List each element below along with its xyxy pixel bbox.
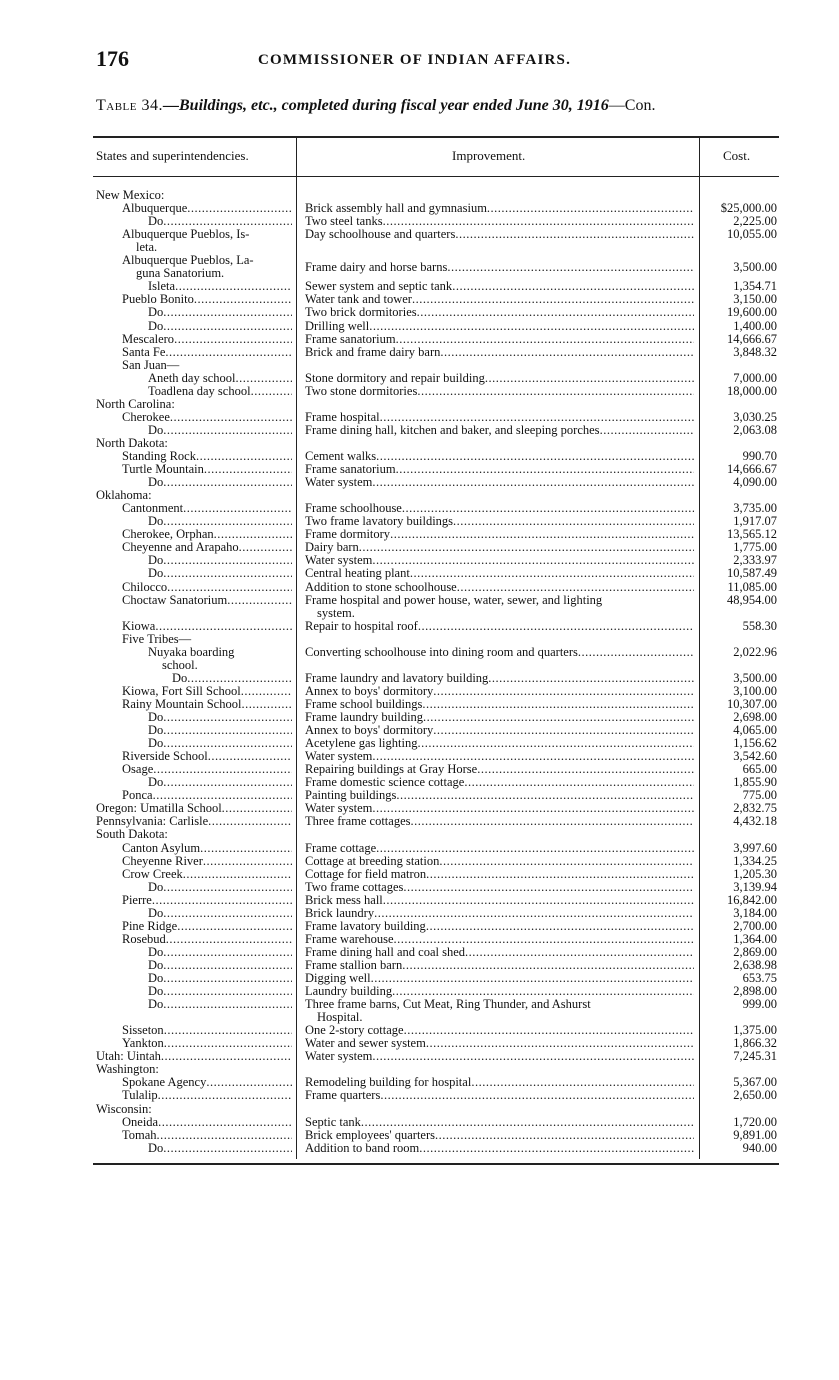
table-row (0, 985, 839, 998)
table-row (0, 868, 839, 881)
cost-cell: 1,354.71 (733, 279, 777, 294)
table-row (0, 320, 839, 333)
table-row (0, 737, 839, 750)
improvement-cell: Water system ..... (305, 476, 694, 489)
improvement-cell: Annex to boys' dormitory ..... (305, 685, 694, 698)
cost-cell: 4,432.18 (733, 814, 777, 829)
table-title (96, 97, 655, 115)
improvement-cell: Brick employees' quarters ..... (305, 1129, 694, 1142)
improvement-cell: Sewer system and septic tank ..... (305, 280, 694, 293)
table-row (0, 685, 839, 698)
state-cell: Kiowa, Fort Sill School ..... (122, 685, 292, 698)
cost-cell: 4,090.00 (733, 475, 777, 490)
state-cell: North Carolina: (96, 397, 175, 411)
improvement-cell: Painting buildings ..... (305, 789, 694, 802)
table-row (0, 254, 839, 281)
state-cell: Do ..... (148, 998, 292, 1011)
cost-cell: 4,065.00 (733, 723, 777, 738)
cost-cell: 7,000.00 (733, 370, 777, 385)
state-cell-continued: leta. (136, 240, 158, 255)
table-row (0, 528, 839, 541)
cost-cell: 1,855.90 (733, 775, 777, 790)
state-cell: Nuyaka boarding (148, 645, 235, 659)
state-cell: Do ..... (148, 476, 292, 489)
state-cell: Tulalip ..... (122, 1089, 292, 1102)
table-row (0, 933, 839, 946)
improvement-cell: Frame dining hall and coal shed ..... (305, 946, 694, 959)
table-row (0, 842, 839, 855)
cost-cell: 48,954.00 (727, 592, 777, 607)
state-cell: Cherokee ..... (122, 411, 292, 424)
cost-cell: 3,500.00 (733, 259, 777, 274)
improvement-cell: Frame cottage ..... (305, 842, 694, 855)
improvement-cell: Dairy barn ..... (305, 541, 694, 554)
table-row (0, 946, 839, 959)
cost-cell: 11,085.00 (727, 579, 777, 594)
table-row (0, 280, 839, 293)
table-row (0, 894, 839, 907)
cost-cell: 2,022.96 (733, 644, 777, 659)
cost-cell: 3,997.60 (733, 840, 777, 855)
cost-cell: $25,000.00 (720, 201, 777, 216)
table-row (0, 437, 839, 450)
state-cell: Do ..... (148, 515, 292, 528)
state-cell: Cherokee, Orphan ..... (122, 528, 292, 541)
state-cell: Toadlena day school ..... (148, 385, 292, 398)
cost-cell: 940.00 (742, 1140, 777, 1155)
state-cell: Rosebud ..... (122, 933, 292, 946)
cost-cell: 2,698.00 (733, 710, 777, 724)
improvement-cell: Digging well ..... (305, 972, 694, 985)
cost-cell: 558.30 (742, 618, 777, 633)
state-cell: Kiowa ..... (122, 620, 292, 633)
state-cell: Oregon: Umatilla School ..... (96, 802, 292, 815)
cost-cell: 9,891.00 (733, 1127, 777, 1142)
state-cell: Santa Fe ..... (122, 346, 292, 359)
table-row (0, 215, 839, 228)
table-row (0, 644, 839, 672)
table-row (0, 620, 839, 633)
cost-cell: 1,775.00 (733, 540, 777, 555)
cost-cell: 16,842.00 (727, 892, 777, 907)
improvement-cell: Brick assembly hall and gymnasium ..... (305, 202, 694, 215)
table-row (0, 724, 839, 737)
state-cell: Yankton ..... (122, 1037, 292, 1050)
table-row (0, 385, 839, 398)
state-cell-continued: school. (162, 657, 198, 672)
improvement-cell: Water tank and tower ..... (305, 293, 694, 306)
table-row (0, 1037, 839, 1050)
improvement-cell: Water and sewer system ..... (305, 1037, 694, 1050)
table-bottom-rule (93, 1163, 779, 1165)
table-row (0, 1063, 839, 1076)
column-header-improvement: Improvement. (452, 148, 526, 163)
table-row (0, 554, 839, 567)
table-row (0, 202, 839, 215)
cost-cell: 1,334.25 (733, 853, 777, 868)
table-row (0, 346, 839, 359)
table-row (0, 750, 839, 763)
state-cell: Do ..... (148, 907, 292, 920)
state-cell: Pueblo Bonito ..... (122, 293, 292, 306)
cost-cell: 665.00 (742, 762, 777, 777)
cost-cell: 1,400.00 (733, 318, 777, 333)
state-cell: Do ..... (148, 306, 292, 319)
cost-cell: 14,666.67 (727, 462, 777, 477)
improvement-cell: Two brick dormitories ..... (305, 306, 694, 319)
state-cell: Turtle Mountain ..... (122, 463, 292, 476)
table-row (0, 802, 839, 815)
state-cell: Albuquerque Pueblos, La- (122, 254, 254, 268)
improvement-cell: Frame laundry building ..... (305, 711, 694, 724)
improvement-cell: Septic tank ..... (305, 1116, 694, 1129)
cost-cell: 653.75 (742, 971, 777, 985)
cost-cell: 5,367.00 (733, 1075, 777, 1090)
improvement-cell: Water system ..... (305, 554, 694, 567)
improvement-cell: Frame dining hall, kitchen and baker, and sleeping porches ..... (305, 424, 694, 437)
state-cell: Cheyenne and Arapaho ..... (122, 541, 292, 554)
table-row (0, 293, 839, 306)
improvement-cell: Acetylene gas lighting ..... (305, 737, 694, 750)
state-cell: Ponca ..... (122, 789, 292, 802)
cost-cell: 2,225.00 (733, 214, 777, 229)
table-row (0, 567, 839, 580)
column-header-cost: Cost. (723, 148, 751, 163)
cost-cell: 775.00 (742, 788, 777, 803)
improvement-cell: Cottage at breeding station ..... (305, 855, 694, 868)
table-row (0, 763, 839, 776)
table-row (0, 828, 839, 841)
table-row (0, 333, 839, 346)
table-row (0, 411, 839, 424)
table-row (0, 359, 839, 372)
state-cell: Aneth day school ..... (148, 372, 292, 385)
state-cell: Washington: (96, 1063, 159, 1077)
improvement-cell: Two steel tanks ..... (305, 215, 694, 228)
table-row (0, 463, 839, 476)
improvement-cell: Frame hospital ..... (305, 411, 694, 424)
cost-cell: 7,245.31 (733, 1049, 777, 1064)
cost-cell: 2,638.98 (733, 957, 777, 972)
improvement-cell: Laundry building ..... (305, 985, 694, 998)
improvement-cell: Brick laundry ..... (305, 907, 694, 920)
table-row (0, 881, 839, 894)
cost-cell: 13,565.12 (727, 527, 777, 542)
table-row (0, 633, 839, 646)
running-head: COMMISSIONER OF INDIAN AFFAIRS. (258, 52, 572, 68)
improvement-cell-continued: Hospital. (317, 1010, 363, 1025)
table-title-suffix: —Con. (608, 97, 656, 114)
state-cell: San Juan— (122, 358, 180, 372)
improvement-cell-continued: system. (317, 605, 355, 620)
table-row (0, 959, 839, 972)
table-row (0, 515, 839, 528)
improvement-cell: Frame warehouse ..... (305, 933, 694, 946)
table-row (0, 189, 839, 202)
table-row (0, 672, 839, 685)
improvement-cell: Brick and frame dairy barn ..... (305, 346, 694, 359)
cost-cell: 3,100.00 (733, 683, 777, 698)
cost-cell: 10,587.49 (727, 566, 777, 581)
state-cell: Do ..... (148, 320, 292, 333)
improvement-cell: Frame laundry and lavatory building ..... (305, 672, 694, 685)
improvement-cell: Frame dormitory ..... (305, 528, 694, 541)
state-cell: Pennsylvania: Carlisle ..... (96, 815, 292, 828)
table-row (0, 920, 839, 933)
table-row (0, 1129, 839, 1142)
cost-cell: 18,000.00 (727, 383, 777, 398)
cost-cell: 1,866.32 (733, 1036, 777, 1051)
state-cell: Do ..... (148, 881, 292, 894)
state-cell: Do ..... (148, 554, 292, 567)
table-row (0, 776, 839, 789)
table-label: Table 34. (96, 97, 163, 114)
state-cell: Wisconsin: (96, 1102, 152, 1116)
cost-cell: 1,156.62 (733, 736, 777, 751)
improvement-cell: Two frame cottages ..... (305, 881, 694, 894)
cost-cell: 1,375.00 (733, 1023, 777, 1038)
table-row (0, 997, 839, 1025)
cost-cell: 14,666.67 (727, 331, 777, 346)
improvement-cell: Drilling well ..... (305, 320, 694, 333)
improvement-cell: Annex to boys' dormitory ..... (305, 724, 694, 737)
improvement-cell: Cottage for field matron ..... (305, 868, 694, 881)
improvement-cell: Stone dormitory and repair building ..... (305, 372, 694, 385)
state-cell: Do ..... (172, 672, 292, 685)
table-row (0, 972, 839, 985)
improvement-cell: Frame domestic science cottage ..... (305, 776, 694, 789)
table-row (0, 306, 839, 319)
improvement-cell: Frame sanatorium ..... (305, 333, 694, 346)
improvement-cell: Water system ..... (305, 750, 694, 763)
cost-cell: 1,364.00 (733, 931, 777, 946)
improvement-cell: Repair to hospital roof ..... (305, 620, 694, 633)
improvement-cell: Frame school buildings ..... (305, 698, 694, 711)
improvement-cell: Frame quarters ..... (305, 1089, 694, 1102)
table-row (0, 698, 839, 711)
cost-cell: 1,205.30 (733, 866, 777, 881)
state-cell: Do ..... (148, 972, 292, 985)
state-cell: Rainy Mountain School ..... (122, 698, 292, 711)
improvement-cell: Water system ..... (305, 802, 694, 815)
improvement-cell: Frame hospital and power house, water, sewer, and lighting (305, 593, 603, 607)
state-cell-continued: guna Sanatorium. (136, 266, 225, 281)
state-cell: Standing Rock ..... (122, 450, 292, 463)
cost-cell: 3,139.94 (733, 879, 777, 894)
improvement-cell: Repairing buildings at Gray Horse ..... (305, 763, 694, 776)
table-row (0, 1089, 839, 1102)
header-bottom-rule (93, 176, 779, 177)
state-cell: Do ..... (148, 215, 292, 228)
state-cell: Cantonment ..... (122, 502, 292, 515)
state-cell: Do ..... (148, 959, 292, 972)
cost-cell: 3,735.00 (733, 501, 777, 516)
state-cell: Do ..... (148, 724, 292, 737)
table-row (0, 227, 839, 255)
column-header-states: States and superintendencies. (96, 148, 249, 163)
improvement-cell: Frame stallion barn ..... (305, 959, 694, 972)
table-row (0, 1116, 839, 1129)
state-cell: Oklahoma: (96, 489, 152, 503)
table-row (0, 815, 839, 828)
cost-cell: 2,832.75 (733, 801, 777, 816)
table-row (0, 1142, 839, 1155)
improvement-cell: Frame sanatorium ..... (305, 463, 694, 476)
cost-cell: 10,055.00 (727, 227, 777, 242)
state-cell: Canton Asylum ..... (122, 842, 292, 855)
improvement-cell: Addition to stone schoolhouse ..... (305, 581, 694, 594)
table-row (0, 592, 839, 620)
table-row (0, 541, 839, 554)
state-cell: Do ..... (148, 424, 292, 437)
table-row (0, 1076, 839, 1089)
table-row (0, 855, 839, 868)
state-cell: Tomah ..... (122, 1129, 292, 1142)
state-cell: Mescalero ..... (122, 333, 292, 346)
table-row (0, 502, 839, 515)
table-row (0, 1024, 839, 1037)
table-row (0, 907, 839, 920)
page-number: 176 (96, 46, 129, 71)
table-row (0, 489, 839, 502)
state-cell: Do ..... (148, 946, 292, 959)
state-cell: Do ..... (148, 737, 292, 750)
state-cell: Do ..... (148, 1142, 292, 1155)
cost-cell: 3,184.00 (733, 905, 777, 920)
state-cell: Do ..... (148, 776, 292, 789)
cost-cell: 2,650.00 (733, 1088, 777, 1103)
improvement-cell: Addition to band room ..... (305, 1142, 694, 1155)
cost-cell: 3,542.60 (733, 749, 777, 764)
table-top-rule (93, 136, 779, 138)
state-cell: South Dakota: (96, 828, 168, 842)
improvement-cell: Two stone dormitories ..... (305, 385, 694, 398)
state-cell: Chilocco ..... (122, 581, 292, 594)
state-cell: Crow Creek ..... (122, 868, 292, 881)
state-cell: North Dakota: (96, 436, 168, 450)
state-cell: Riverside School ..... (122, 750, 292, 763)
improvement-cell: Day schoolhouse and quarters ..... (305, 228, 694, 241)
cost-cell: 990.70 (742, 449, 777, 463)
improvement-cell: Water system ..... (305, 1050, 694, 1063)
cost-cell: 10,307.00 (727, 696, 777, 711)
improvement-cell: Three frame cottages ..... (305, 815, 694, 828)
cost-cell: 19,600.00 (727, 305, 777, 320)
cost-cell: 3,150.00 (733, 292, 777, 307)
cost-cell: 2,869.00 (733, 944, 777, 959)
state-cell: Oneida ..... (122, 1116, 292, 1129)
cost-cell: 1,917.07 (733, 514, 777, 529)
state-cell: Do ..... (148, 711, 292, 724)
table-row (0, 398, 839, 411)
cost-cell: 2,700.00 (733, 918, 777, 933)
improvement-cell: Cement walks ..... (305, 450, 694, 463)
state-cell: New Mexico: (96, 189, 165, 202)
table-row (0, 1103, 839, 1116)
state-cell: Sisseton ..... (122, 1024, 292, 1037)
improvement-cell: One 2-story cottage ..... (305, 1024, 694, 1037)
state-cell: Pierre ..... (122, 894, 292, 907)
state-cell: Spokane Agency ..... (122, 1076, 292, 1089)
table-row (0, 789, 839, 802)
table-title-text: —Buildings, etc., completed during fiscal year ended June 30, 1916 (163, 97, 609, 114)
state-cell: Albuquerque Pueblos, Is- (122, 228, 250, 242)
improvement-cell: Brick mess hall ..... (305, 894, 694, 907)
cost-cell: 2,333.97 (733, 553, 777, 568)
table-row (0, 372, 839, 385)
state-cell: Do ..... (148, 567, 292, 580)
state-cell: Choctaw Sanatorium ..... (122, 594, 292, 607)
state-cell: Do ..... (148, 985, 292, 998)
state-cell: Osage ..... (122, 763, 292, 776)
table-row (0, 476, 839, 489)
improvement-cell: Converting schoolhouse into dining room and quarters ..... (305, 646, 694, 659)
table-row (0, 424, 839, 437)
state-cell: Utah: Uintah ..... (96, 1050, 292, 1063)
table-row (0, 711, 839, 724)
improvement-cell: Frame schoolhouse ..... (305, 502, 694, 515)
state-cell: Five Tribes— (122, 632, 192, 646)
state-cell: Albuquerque ..... (122, 202, 292, 215)
cost-cell: 999.00 (742, 997, 777, 1012)
table-row (0, 450, 839, 463)
improvement-cell: Remodeling building for hospital ..... (305, 1076, 694, 1089)
table-row (0, 581, 839, 594)
improvement-cell: Three frame barns, Cut Meat, Ring Thunder, and Ashurst (305, 998, 591, 1012)
state-cell: Pine Ridge ..... (122, 920, 292, 933)
state-cell: Cheyenne River ..... (122, 855, 292, 868)
cost-cell: 2,898.00 (733, 984, 777, 999)
improvement-cell: Two frame lavatory buildings ..... (305, 515, 694, 528)
cost-cell: 3,030.25 (733, 409, 777, 424)
table-row (0, 1050, 839, 1063)
cost-cell: 2,063.08 (733, 422, 777, 437)
cost-cell: 3,848.32 (733, 344, 777, 359)
cost-cell: 3,500.00 (733, 670, 777, 685)
improvement-cell: Frame dairy and horse barns ..... (305, 261, 694, 274)
cost-cell: 1,720.00 (733, 1114, 777, 1129)
improvement-cell: Frame lavatory building ..... (305, 920, 694, 933)
improvement-cell: Central heating plant ..... (305, 567, 694, 580)
state-cell: Isleta ..... (148, 280, 292, 293)
